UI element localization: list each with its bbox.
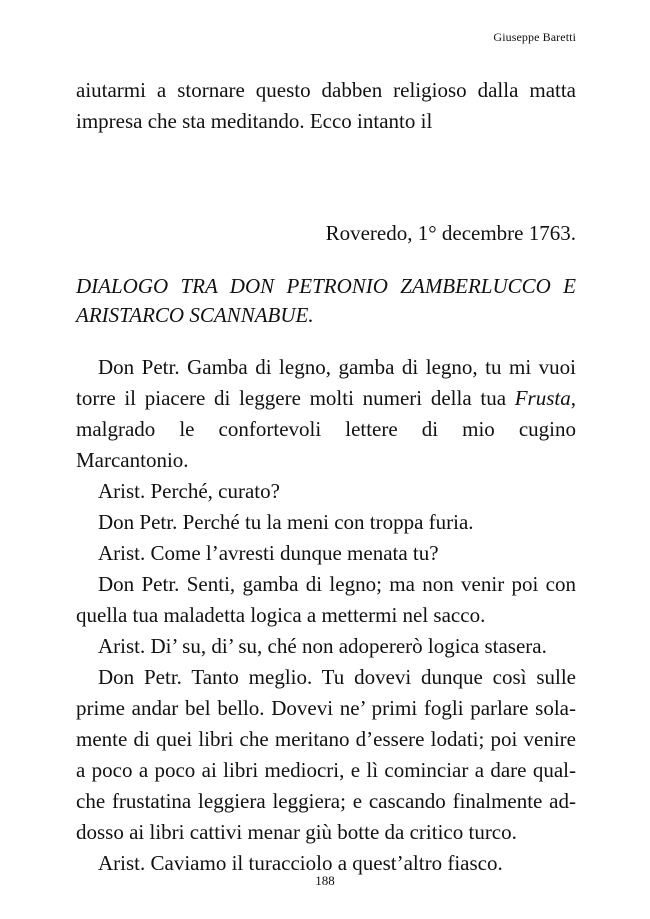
dialogue-text	[76, 352, 576, 879]
dialogue-line: Arist. Come l’avresti dunque menata tu?	[98, 541, 439, 565]
dialogue-line: quella tua maladetta logica a mettermi nel sacco.	[76, 603, 486, 627]
dialogue-line: che frustatina leggiera leggiera; e cascando finalmente ad-	[76, 789, 576, 813]
dialogue-line: malgrado le confortevoli lettere di mio cugino	[76, 417, 576, 441]
dialogue-title	[76, 272, 576, 330]
running-header-author: Giuseppe Baretti	[493, 30, 576, 44]
dialogue-line: dosso ai libri cattivi menar giù botte da critico turco.	[76, 820, 517, 844]
dialogue-line: Don Petr. Gamba di legno, gamba di legno, tu mi vuoi	[98, 355, 576, 379]
text-run: torre il piacere di leggere molti numeri della tua	[76, 386, 515, 410]
page-number: 188	[315, 873, 335, 888]
dialogue-line: Marcantonio.	[76, 448, 189, 472]
book-title-frusta: Frusta	[514, 386, 571, 410]
dialogue-line: Don Petr. Tanto meglio. Tu dovevi dunque così sulle	[98, 665, 576, 689]
dialogue-line: Arist. Caviamo il turacciolo a quest’altro fiasco.	[98, 851, 503, 875]
text-line: aiutarmi a stornare questo dabben religioso dalla matta	[76, 78, 576, 102]
dialogue-line: mente di quei libri che meritano d’essere lodati; poi venire	[76, 727, 576, 751]
dialogue-line: Don Petr. Senti, gamba di legno; ma non venir poi con	[98, 572, 576, 596]
letter-dateline: Roveredo, 1° decembre 1763.	[325, 221, 576, 245]
intro-paragraph	[76, 75, 576, 137]
dialogue-line: a poco a poco ai libri mediocri, e lì cominciar a dare qual-	[76, 758, 576, 782]
title-line: ARISTARCO SCANNABUE.	[76, 303, 314, 327]
title-line: DIALOGO TRA DON PETRONIO ZAMBERLUCCO E	[76, 274, 576, 298]
dialogue-line: Arist. Perché, curato?	[98, 479, 280, 503]
dialogue-line: Don Petr. Perché tu la meni con troppa furia.	[98, 510, 474, 534]
text-run: ,	[570, 386, 576, 410]
text-line: impresa che sta meditando. Ecco intanto il	[76, 109, 433, 133]
dialogue-line: prime andar bel bello. Dovevi ne’ primi fogli parlare sola-	[76, 696, 576, 720]
dialogue-line: Arist. Di’ su, di’ su, ché non adopererò logica stasera.	[98, 634, 547, 658]
dialogue-line	[76, 383, 576, 414]
